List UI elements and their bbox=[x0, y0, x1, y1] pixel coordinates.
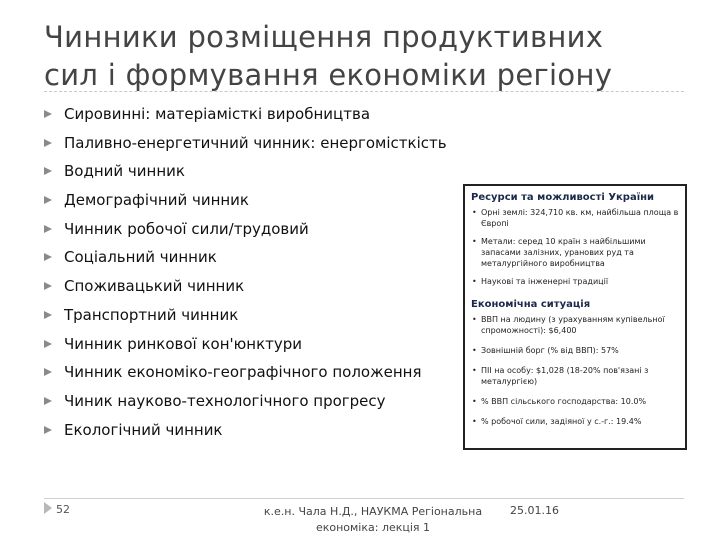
list-item-text: Орні землі: 324,710 кв. км, найбільша площа в Європі bbox=[481, 208, 679, 228]
bullet-arrow-icon bbox=[44, 196, 52, 204]
ukraine-resources-infobox bbox=[463, 184, 687, 450]
bullet-arrow-icon bbox=[44, 426, 52, 434]
list-item-text: Водний чинник bbox=[64, 162, 185, 181]
list-item-text: Чинник ринкової кон'юнктури bbox=[64, 334, 303, 353]
list-item-text: % ВВП сільського господарства: 10.0% bbox=[481, 397, 647, 406]
footer-author bbox=[258, 504, 488, 536]
footer-divider bbox=[44, 498, 684, 499]
bullet-dot-icon: • bbox=[472, 346, 477, 355]
list-item bbox=[471, 276, 679, 287]
footer-author-line-2: економіка: лекція 1 bbox=[315, 521, 431, 534]
list-item-text: ВВП на людину (з урахуванням купівельної спроможності): $6,400 bbox=[481, 315, 665, 335]
list-item bbox=[44, 157, 447, 186]
bullet-arrow-icon bbox=[44, 110, 52, 118]
bullet-dot-icon: • bbox=[472, 417, 477, 426]
list-item bbox=[471, 365, 679, 387]
page-number: 52 bbox=[56, 503, 70, 516]
list-item bbox=[44, 330, 447, 359]
list-item-text: Чинник економіко-географічного положення bbox=[64, 363, 422, 382]
list-item bbox=[471, 207, 679, 229]
bullet-arrow-icon bbox=[44, 139, 52, 147]
list-item-text: Метали: серед 10 країн з найбільшими запасами залізних, уранових руд та металургійного виробництва bbox=[481, 237, 646, 268]
bullet-dot-icon: • bbox=[472, 208, 477, 217]
list-item-text: % робочої сили, задіяної у с.-г.: 19.4% bbox=[481, 417, 642, 426]
list-item bbox=[44, 416, 447, 445]
list-item bbox=[44, 301, 447, 330]
infobox-heading-economy: Економічна ситуація bbox=[471, 299, 591, 310]
list-item bbox=[471, 236, 679, 269]
list-item bbox=[471, 396, 679, 407]
list-item-text: Споживацький чинник bbox=[64, 277, 245, 296]
bullet-dot-icon: • bbox=[472, 366, 477, 375]
bullet-dot-icon: • bbox=[472, 315, 477, 324]
footer-date: 25.01.16 bbox=[510, 504, 559, 517]
bullet-dot-icon: • bbox=[472, 397, 477, 406]
bullet-dot-icon: • bbox=[472, 277, 477, 286]
list-item bbox=[44, 186, 447, 215]
list-item-text: ПІІ на особу: $1,028 (18-20% пов'язані з металургією) bbox=[481, 366, 649, 386]
bullet-arrow-icon bbox=[44, 225, 52, 233]
bullet-arrow-icon bbox=[44, 253, 52, 261]
list-item-text: Чинник робочої сили/трудовий bbox=[64, 219, 309, 238]
footer-author-line-1: к.е.н. Чала Н.Д., НАУКМА Регіональна bbox=[263, 505, 483, 518]
list-item bbox=[471, 345, 679, 356]
footer-triangle-icon bbox=[44, 502, 52, 514]
list-item-text: Наукові та інженерні традиції bbox=[481, 277, 609, 286]
economy-list bbox=[471, 314, 679, 427]
bullet-arrow-icon bbox=[44, 397, 52, 405]
bullet-arrow-icon bbox=[44, 167, 52, 175]
list-item-text: Паливно-енергетичний чинник: енергомісткість bbox=[64, 133, 447, 152]
list-item bbox=[471, 314, 679, 336]
list-item-text: Зовнішній борг (% від ВВП): 57% bbox=[481, 346, 619, 355]
list-item bbox=[44, 215, 447, 244]
list-item bbox=[471, 416, 679, 427]
slide-title-line-2: сил і формування економіки регіону bbox=[44, 58, 613, 92]
list-item bbox=[44, 272, 447, 301]
bullet-arrow-icon bbox=[44, 282, 52, 290]
slide-title bbox=[44, 18, 694, 94]
list-item-text: Соціальний чинник bbox=[64, 248, 217, 267]
list-item bbox=[44, 358, 447, 387]
bullet-arrow-icon bbox=[44, 368, 52, 376]
bullet-arrow-icon bbox=[44, 340, 52, 348]
list-item-text: Сировинні: матеріамісткі виробництва bbox=[64, 105, 371, 123]
slide-title-line-1: Чинники розміщення продуктивних bbox=[44, 20, 604, 54]
bullet-dot-icon: • bbox=[472, 237, 477, 246]
resources-list bbox=[471, 207, 679, 287]
list-item-text: Екологічний чинник bbox=[64, 420, 223, 439]
factor-list bbox=[44, 100, 447, 444]
list-item-text: Демографічний чинник bbox=[64, 191, 249, 210]
list-item bbox=[44, 243, 447, 272]
list-item-text: Чиник науково-технологічного прогресу bbox=[64, 391, 386, 410]
bullet-arrow-icon bbox=[44, 311, 52, 319]
title-divider bbox=[44, 91, 684, 92]
list-item-text: Транспортний чинник bbox=[64, 305, 239, 324]
list-item bbox=[44, 100, 447, 129]
infobox-heading-resources: Ресурси та можливості України bbox=[471, 192, 655, 203]
list-item bbox=[44, 387, 447, 416]
list-item bbox=[44, 129, 447, 158]
